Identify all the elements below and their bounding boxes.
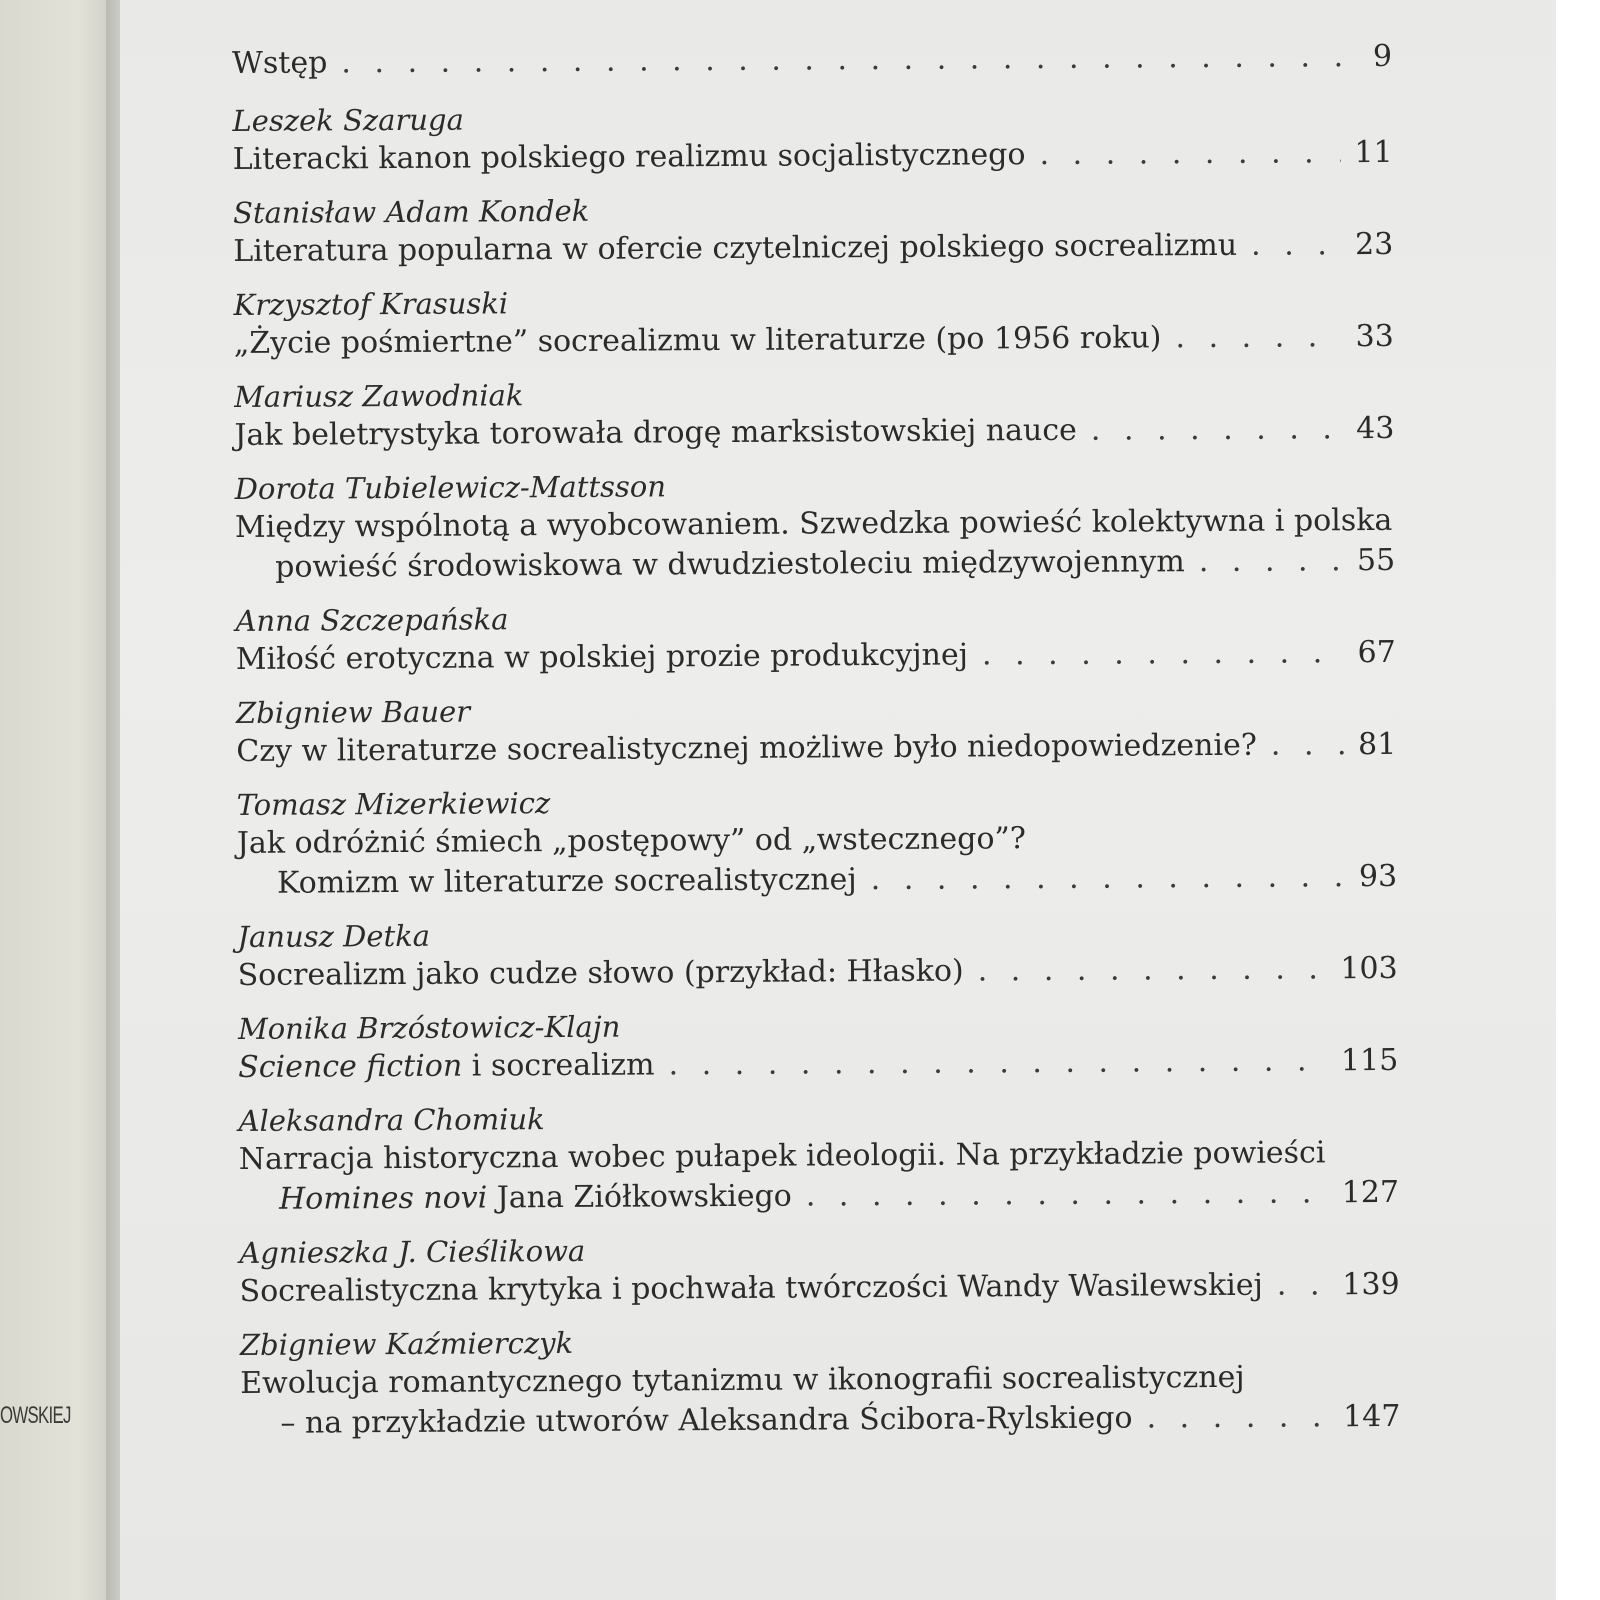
leader-dots <box>1146 1397 1329 1438</box>
entry-author: Mariusz Zawodniak <box>234 378 524 414</box>
entry-author: Leszek Szaruga <box>232 102 464 138</box>
entry-title: Jak odróżnić śmiech „postępowy” od „wstecznego”? <box>236 821 1027 861</box>
entry-author: Zbigniew Bauer <box>235 694 471 730</box>
entry-title-continued: – na przykładzie utworów Aleksandra Ścibora-Rylskiego <box>280 1400 1133 1441</box>
entry-title: Ewolucja romantycznego tytanizmu w ikonografii socrealistycznej <box>240 1359 1245 1401</box>
page-number: 23 <box>1354 226 1394 263</box>
page-number: 127 <box>1341 1174 1400 1211</box>
entry-author: Stanisław Adam Kondek <box>232 193 590 230</box>
leader-dots <box>1277 1265 1329 1305</box>
entry-author: Aleksandra Chomiuk <box>238 1102 545 1138</box>
page-number: 81 <box>1358 726 1397 763</box>
page-number: 55 <box>1356 542 1396 579</box>
entry-author: Krzysztof Krasuski <box>233 286 509 322</box>
previous-page-fragment: OWSKIEJ <box>0 1402 71 1429</box>
leader-dots <box>806 1173 1328 1216</box>
entry-title-italic: Homines novi <box>278 1180 488 1217</box>
entry-title: Czy w literaturze socrealistycznej możliwe było niedopowiedzenie? <box>236 727 1257 769</box>
toc-entry <box>240 1319 1401 1444</box>
toc-entry <box>238 1095 1399 1220</box>
page-number: 147 <box>1343 1398 1401 1435</box>
entry-title: Miłość erotyczna w polskiej prozie produkcyjnej <box>235 637 969 677</box>
leader-dots <box>668 1041 1327 1085</box>
entry-author: Tomasz Mizerkiewicz <box>236 786 551 822</box>
entry-title: Narracja historyczna wobec pułapek ideologii. Na przykładzie powieści <box>238 1135 1326 1177</box>
entry-title-rest: i socrealizm <box>462 1047 655 1084</box>
table-of-contents <box>232 37 1401 1458</box>
page-number: 115 <box>1340 1042 1399 1079</box>
entry-title: „Życie pośmiertne” socrealizmu w literaturze (po 1956 roku) <box>233 320 1162 361</box>
toc-entry <box>236 687 1396 772</box>
page-number: 103 <box>1340 950 1398 987</box>
entry-title: Jak beletrystyka torowała drogę marksistowskiej nauce <box>234 412 1077 453</box>
entry-author: Janusz Detka <box>237 918 431 954</box>
previous-page-edge <box>0 0 112 1600</box>
entry-author: Monika Brzóstowicz-Klajn <box>237 1009 621 1046</box>
entry-title-italic: Science fiction <box>238 1048 463 1085</box>
toc-entry <box>239 1227 1399 1312</box>
entry-title-continued <box>279 1177 792 1220</box>
toc-entry <box>238 1003 1398 1088</box>
toc-entry <box>232 95 1392 180</box>
toc-entry <box>234 371 1394 456</box>
entry-author: Zbigniew Kaźmierczyk <box>239 1325 574 1362</box>
page-number: 9 <box>1372 38 1393 75</box>
entry-author: Anna Szczepańska <box>235 602 509 638</box>
leader-dots <box>871 857 1345 900</box>
leader-dots <box>982 633 1344 675</box>
leader-dots <box>1091 409 1343 451</box>
leader-dots <box>1039 133 1340 175</box>
entry-title: Socrealizm jako cudze słowo (przykład: Hłasko) <box>237 953 964 993</box>
entry-title-continued: powieść środowiskowa w dwudziestoleciu międzywojennym <box>275 544 1185 585</box>
page-number: 43 <box>1356 410 1395 447</box>
entry-title: Między wspólnotą a wyobcowaniem. Szwedzka powieść kolektywna i polska <box>234 502 1393 545</box>
entry-title: Socrealistyczna krytyka i pochwała twórczości Wandy Wasilewskiej <box>239 1267 1263 1309</box>
entry-title: Literatura popularna w ofercie czytelniczej polskiego socrealizmu <box>233 227 1238 269</box>
toc-entry <box>237 911 1397 996</box>
page-number: 139 <box>1342 1266 1400 1303</box>
page-number: 93 <box>1358 858 1398 895</box>
entry-author: Dorota Tubielewicz-Mattsson <box>234 469 667 506</box>
page-number: 11 <box>1354 134 1393 171</box>
leader-dots <box>1251 225 1341 266</box>
entry-title: Wstęp <box>232 45 328 81</box>
toc-entry <box>235 463 1396 588</box>
leader-dots <box>1199 541 1343 582</box>
leader-dots <box>1271 725 1345 765</box>
toc-entry <box>235 595 1395 680</box>
leader-dots <box>978 949 1327 991</box>
leader-dots <box>1175 317 1341 358</box>
entry-title-rest: Jana Ziółkowskiego <box>487 1178 792 1216</box>
background-edge <box>1556 0 1600 1600</box>
entry-author: Agnieszka J. Cieślikowa <box>239 1233 586 1270</box>
entry-title <box>238 1045 655 1088</box>
page-number: 33 <box>1355 318 1394 355</box>
toc-entry <box>237 779 1398 904</box>
entry-title: Literacki kanon polskiego realizmu socjalistycznego <box>232 137 1026 177</box>
toc-entry <box>233 279 1393 364</box>
entry-title-continued: Komizm w literaturze socrealistycznej <box>277 862 857 901</box>
page-number: 67 <box>1357 634 1396 671</box>
leader-dots <box>341 37 1359 83</box>
toc-entry-intro <box>232 37 1392 84</box>
toc-entry <box>233 187 1393 272</box>
